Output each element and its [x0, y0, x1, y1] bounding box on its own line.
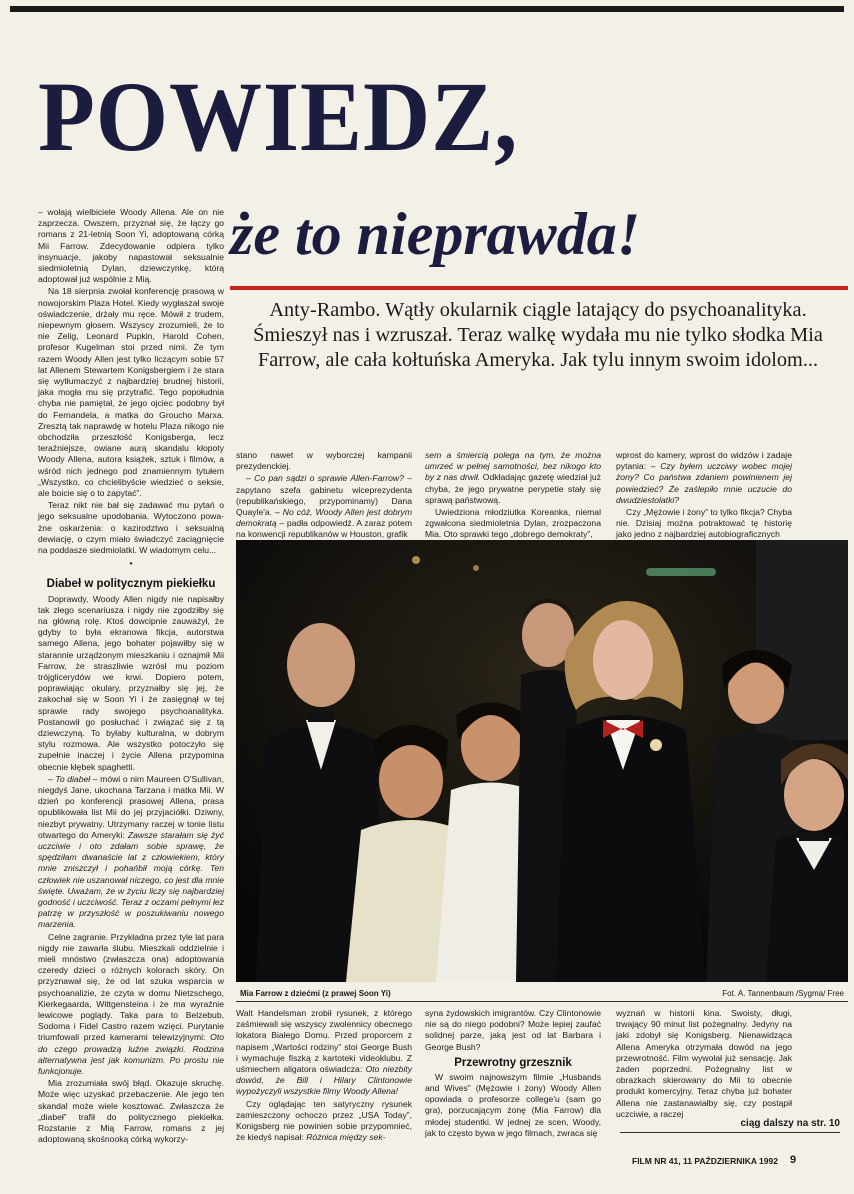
top-rule [10, 6, 844, 12]
quote: – No cóż, Woody Allen jest dobrym demokratą [236, 507, 412, 529]
column-mid-1 [236, 450, 412, 542]
text-run: wprost do kamery, wprost do widzów i zadaje pytania: [616, 450, 792, 472]
red-divider [230, 286, 848, 290]
paragraph [236, 473, 412, 540]
continued-rule [620, 1132, 840, 1133]
quote: Oto do czego prowadzą luźne związki. Rodzina alternatywna jest jak komunizm. Po prostu nie funkcjonuje. [38, 1032, 224, 1077]
text-run: – padła odpowiedź. A zaraz potem na konwencji republikanów w Houston, grafik [236, 518, 412, 540]
quote: Różnica między sek- [306, 1132, 386, 1143]
photo-caption: Mia Farrow z dziećmi (z prawej Soon Yi) [240, 989, 391, 998]
paragraph: W swoim najnowszym filmie „Husbands and Wives” (Mężowie i żony) Woody Allen opowiada o profesorze college'u (sam go gra), porzucającym żonę (Mia Farrow) dla młodej studentki. W jednej ze scen, Woody, jak to często bywa w jego filmach, zwraca się [425, 1071, 601, 1138]
quote: – Czy byłem uczciwy wobec mojej żony? Co państwa zdaniem powinienem jej powiedzieć? Że zaślepiło mnie uczucie do dwudziestolatki? [616, 461, 792, 505]
quote: – To diabeł [48, 773, 91, 784]
paragraph [38, 774, 224, 931]
quote: Zawsze starałam się żyć uczciwie i oto zdałam sobie sprawę, że spędziłam dwanaście lat z człowiekiem, który mnie zniszczył i pohańbił moją córkę. Ten człowiek nie uszanował niczego, co jest dla mnie święte. Uważam, że w życiu liczy się najbardziej godność i uczciwość. Teraz z oczami pełnymi łez patrzę w przyszłość w poszukiwaniu nowego marzenia. [38, 829, 224, 930]
continued-note: ciąg dalszy na str. 10 [740, 1118, 840, 1129]
paragraph: Mia zrozumiała swój błąd. Okazuje skruchę. Może więc uzyskać przebaczenie. Ale jego ten skandal może wiele kosztować. Zwłaszcza że „diabeł” trafił do politycznego piekiełka. Rozstanie z Mią Farrow, romans z jej adoptowaną skośnooką córką wykorzy- [38, 1078, 224, 1145]
column-mid-2 [425, 450, 601, 542]
section-heading: Przewrotny grzesznik [454, 1056, 572, 1069]
lead-paragraph: Anty-Rambo. Wątły okularnik ciągle latający do psychoanalityka. Śmieszył nas i wzruszał. Teraz walkę wydała mu nie tylko słodka Mia Farrow, ale cała kołtuńska Ameryka. Jak tylu innym swoim idolom... [253, 299, 823, 371]
paragraph: – wołają wielbiciele Woody Allena. Ale on nie zaprzecza. Owszem, przyznał się, że łączy go romans z 21-letnią Soon Yi, adoptowaną córką Mii Farrow. Zdecydowanie odpiera tylko insynuacje, jakoby napastował seksualnie siedmioletnią Dylan, dziewczynkę, którą adoptował już wspólnie z Mią. [38, 207, 224, 285]
page-number: 9 [790, 1154, 797, 1166]
paragraph: stano nawet w wyborczej kampanii prezydenckiej. [236, 450, 412, 472]
text-run: – mówi o nim Maureen O'Sullivan, niegdyś Jane, ukochana Tarzana i matka Mii. W dzień po konferencji prasowej Allena, prasa opublikowała list Mii do jej przyjaciółki. Dziwny, niezbyt prywatny. Utrzymany raczej w tonie listu otwartego do Ameryki: [38, 773, 224, 840]
column-left [38, 207, 224, 1146]
column-bottom-2 [425, 1008, 601, 1140]
paragraph [616, 450, 792, 506]
text-run: – zapytano szefa gabinetu wiceprezydenta (republikańskiego, przypominamy) Dana Quayle'a. [236, 473, 412, 518]
quote: – Co pan sądzi o sprawie Allen-Farrow? [246, 473, 404, 484]
text-run: Walt Handelsman zrobił rysunek, z którego zaśmiewali się wszyscy zwolennicy obecnego lokatora Białego Domu. Przed proporcem z napisem „Wartości rodziny” stoi George Bush i wymachuje fiszką z kartoteki videoklubu. Z uśmiechem aligatora oświadcza: [236, 1008, 412, 1075]
paragraph: Doprawdy, Woody Allen nigdy nie napisałby tak złego scenariusza i nigdy nie zgodziłby się na główną rolę. Ktoś dowcipnie zauważył, że gdyby to była ekranowa fikcja, autorstwa samego Allena, jego bohater pojawiłby się w starannie urządzonym mieszkaniu i oznajmił Mii Farrow, że straszliwie wzrósł mu poziom trójglicerydów we krwi. Dopiero potem, poprawiając okulary, przyznałby się jej, że zakochał się w Soon Yi i że zasięgnął w tej sprawie rady swojego psychoanalityka. Postanowił go posłuchać i związać się z tą dziewczyną. To byłaby kulturalna, w dobrym stylu rozmowa. Ale wszystko potoczyło się zupełnie inaczej i życie Allena przypomina obecnie kłębek spaghetti. [38, 593, 224, 772]
section-bullet: • [129, 558, 133, 569]
paragraph: syna żydowskich imigrantów. Czy Clintonowie nie są do niego podobni? Może lepiej zaufać solidnej parze, jaką jest od lat Barbara i George Bush? [425, 1008, 601, 1052]
paragraph: wyznań w historii kina. Swoisty, długi, trwający 90 minut list pożegnalny. Jedyny na jaki zdobył się Konigsberg. Nienawidząca Allena Ameryka otrzymała dowód na jego przewrotność. Film wywołał już sensację. Jak żaden poprzedni. Pożegnalny list w obrazkach skierowany do Mii to obecnie produkt komercyjny. Teraz chyba już bohater Allena nie zastanawiałby się, czy postąpił uczciwie, a raczej [616, 1008, 792, 1119]
quote: sem a śmiercią polega na tym, że można umrzeć w pełnej samotności, bez nikogo kto by z nas drwił. [425, 450, 601, 483]
paragraph [425, 450, 601, 506]
family-photo [236, 540, 848, 982]
paragraph [38, 932, 224, 1078]
paragraph: Uwiedziona młodziutka Koreanka, niemal zgwałcona siedmioletnia Dylan, zrozpaczona Mia. Oto sprawki tego „dobrego demokraty”, [425, 507, 601, 540]
headline-sub: że to nieprawda! [230, 201, 641, 267]
column-mid-3 [616, 450, 792, 542]
text-run: Odkładając gazetę wiedział już chyba, że jego prywatne perypetie stały się sprawą państwową. [425, 472, 601, 505]
column-bottom-1 [236, 1008, 412, 1144]
paragraph [236, 1099, 412, 1144]
photo-illustration [236, 540, 848, 982]
paragraph: Teraz nikt nie bał się zadawać mu pytań o jego seksualne upodobania. Wytoczono poważne oskarżenia: o kazirodztwo i seksualną dewiację, o czym miało świadczyć zaciągnięcie na poddasze siedmiolatki. W wiadomym celu... [38, 500, 224, 556]
quote: Oto niezbity dowód, że Bill i Hilary Clintonowie wypożyczyli wszystkie filmy Woody Allena! [236, 1064, 412, 1097]
column-bottom-3 [616, 1008, 792, 1121]
headline-main: POWIEDZ, [38, 61, 519, 172]
section-heading: Diabeł w politycznym piekiełku [46, 577, 216, 590]
text-run: Celne zagranie. Przykładna przez tyle lat para nigdy nie zawarła ślubu. Mieszkali oddzielnie i mieli mnóstwo (zwłaszcza ona) adoptowania czeredy dzieci o różnych kolorach skóry. On przyznawał się, że od lat szuka wsparcia w psychoanalizie, że czyta w domu Nietzschego, Kierkegaarda, Wittgensteina i że ma wyraźnie lewicowe poglądy. Taka para to Belzebub, Sodoma i Fidel Castro razem wzięci. Purytanie triumfowali przed kamerami telewizyjnymi: [38, 931, 224, 1043]
paragraph: Czy „Mężowie i żony” to tylko fikcja? Chyba nie. Dzisiaj można potraktować tę historię jako jedno z najbardziej autobiograficznych [616, 507, 792, 540]
caption-rule [236, 1001, 848, 1002]
paragraph [236, 1008, 412, 1098]
text-run: Czy oglądając ten satyryczny rysunek zamieszczony ochoczo przez „USA Today”, Konigsberg nie powinien sobie przypomnieć, że kiedyś napisał: [236, 1098, 412, 1143]
issue-footer: FILM NR 41, 11 PAŹDZIERNIKA 1992 [632, 1156, 778, 1166]
paragraph: Na 18 sierpnia zwołał konferencję prasową w nowojorskim Plaza Hotel. Kiedy wygłaszał swoje oświadczenie, drżały mu ręce. Mówił z trudem, niepewnym głosem. Wszyscy zrozumieli, że to nie Zelig, Leonard Pupkin, Harold Cohen, profesor Kugelman stoi przed nimi. Że tym razem Woody Allen jest tylko liczącym sobie 57 lat Allenem Stewartem Konigsbergiem i że stara się wytłumaczyć z najbardziej brudnej historii, jaka mogła mu się przytrafić. Tego popołudnia chyba nie pamiętał, że jego ojciec podobny był do Fernandela, a matka do Groucho Marxa. Zresztą tak naprawdę w hotelu Plaza nikogo nie obchodziła przeszłość Konigsberga, lecz teraźniejsze, owiane aurą skandalu kłopoty Woody Allena, autora książek, sztuk i filmów, a wśród nich jednego pod znamiennym tytułem „Wszystko, co chcielibyście wiedzieć o seksie, ale boicie się o to zapytać”. [38, 286, 224, 499]
photo-credit: Fot. A. Tannenbaum /Sygma/ Free [722, 989, 844, 998]
